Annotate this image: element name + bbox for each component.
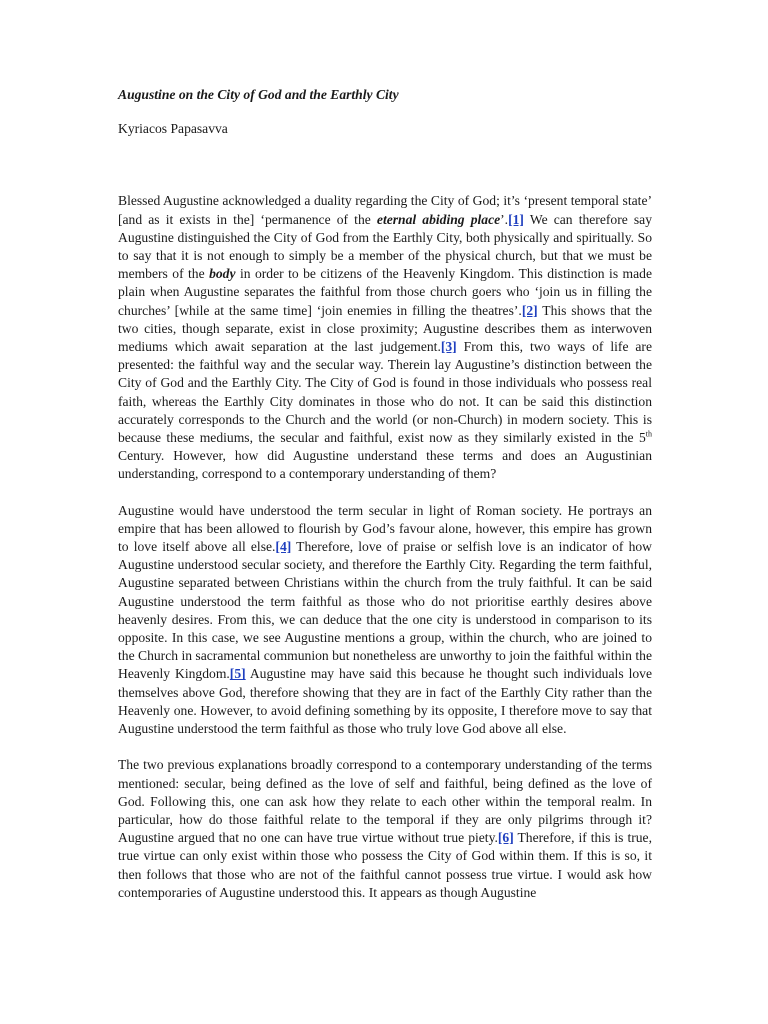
text-run: Therefore, love of praise or selfish love is an indicator of how Augustine understood secular society, and therefore the Earthly City. Regarding the term faithful, Augustine separated between Christians within the church from the truly faithful. It can be said Augustine understood the term faithful as those who do not prioritise earthly desires above heavenly desires. From this, we can deduce that the one city is understood in comparison to its opposite. In this case, we see Augustine mentions a group, within the church, who are joined to the Church in sacramental communion but nonetheless are unworthy to join the faithful within the Heavenly Kingdom.: [118, 539, 652, 682]
text-run: in order to be citizens of the Heavenly Kingdom. This distinction is made plain when Augustine separates the faithful from those church goers who ‘join us in filling the churches’ [while at the same time] ‘join enemies in filling the theatres’.: [118, 266, 652, 318]
paragraph-3: [118, 756, 652, 902]
paragraph-2: [118, 502, 652, 739]
emphasis-text: body: [209, 266, 236, 282]
emphasis-text: eternal abiding place: [376, 211, 501, 227]
footnote-link-3[interactable]: [3]: [440, 339, 457, 355]
text-run: We can therefore say Augustine distinguished the City of God from the Earthly City, both physically and spiritually. So to say that it is not enough to simply be a member of the physical church, but that we must be members of the: [118, 211, 652, 282]
text-run: Augustine may have said this because he thought such individuals love themselves above God, therefore showing that they are in fact of the Earthly City rather than the Heavenly one. However, to avoid defining something by its opposite, I therefore move to say that Augustine understood the term faithful as those who truly love God above all else.: [118, 666, 652, 737]
document-author: Kyriacos Papasavva: [118, 121, 228, 137]
text-run: ’.: [500, 211, 509, 227]
text-run: Blessed Augustine acknowledged a duality regarding the City of God; it’s ‘present temporal state’ [and as it exists in the] ‘permanence of the: [118, 193, 652, 227]
footnote-link-4[interactable]: [4]: [275, 539, 292, 555]
footnote-link-2[interactable]: [2]: [521, 302, 538, 318]
document-title: Augustine on the City of God and the Earthly City: [118, 87, 399, 102]
text-run: Century. However, how did Augustine understand these terms and does an Augustinian understanding, correspond to a contemporary understanding of them?: [118, 448, 652, 482]
text-run: Augustine would have understood the term secular in light of Roman society. He portrays an empire that has been allowed to flourish by God’s favour alone, however, this empire has grown to love itself above all else.: [118, 502, 652, 555]
footnote-link-6[interactable]: [6]: [497, 830, 514, 846]
document-page: [118, 86, 652, 902]
text-run: From this, two ways of life are presented: the faithful way and the secular way. Therein lay Augustine’s distinction between the City of God and the Earthly City. The City of God is found in those individuals who possess real faith, whereas the Earthly City dominates in those who do not. It can be said this distinction accurately corresponds to the Church and the world (or non-Church) in modern society. This is because these mediums, the secular and faithful, exist now as they similarly existed in the 5: [118, 339, 652, 446]
paragraph-1: [118, 192, 652, 483]
superscript: th: [645, 429, 652, 439]
text-run: The two previous explanations broadly correspond to a contemporary understanding of the terms mentioned: secular, being defined as the love of self and faithful, being defined as the love of God. Following this, one can ask how they relate to each other within the temporal realm. In particular, how do those faithful relate to the temporal if they are only pilgrims through it? Augustine argued that no one can have true virtue without true piety.: [118, 757, 652, 846]
footnote-link-1[interactable]: [1]: [508, 211, 524, 227]
footnote-link-5[interactable]: [5]: [229, 666, 246, 682]
text-run: Therefore, if this is true, true virtue can only exist within those who possess the City of God within them. If this is so, it then follows that those who are not of the faithful cannot possess true virtue. I would ask how contemporaries of Augustine understood this. It appears as though Augustine: [118, 830, 652, 900]
text-run: This shows that the two cities, though separate, exist in close proximity; Augustine describes them as interwoven mediums which await separation at the last judgement.: [118, 302, 652, 355]
